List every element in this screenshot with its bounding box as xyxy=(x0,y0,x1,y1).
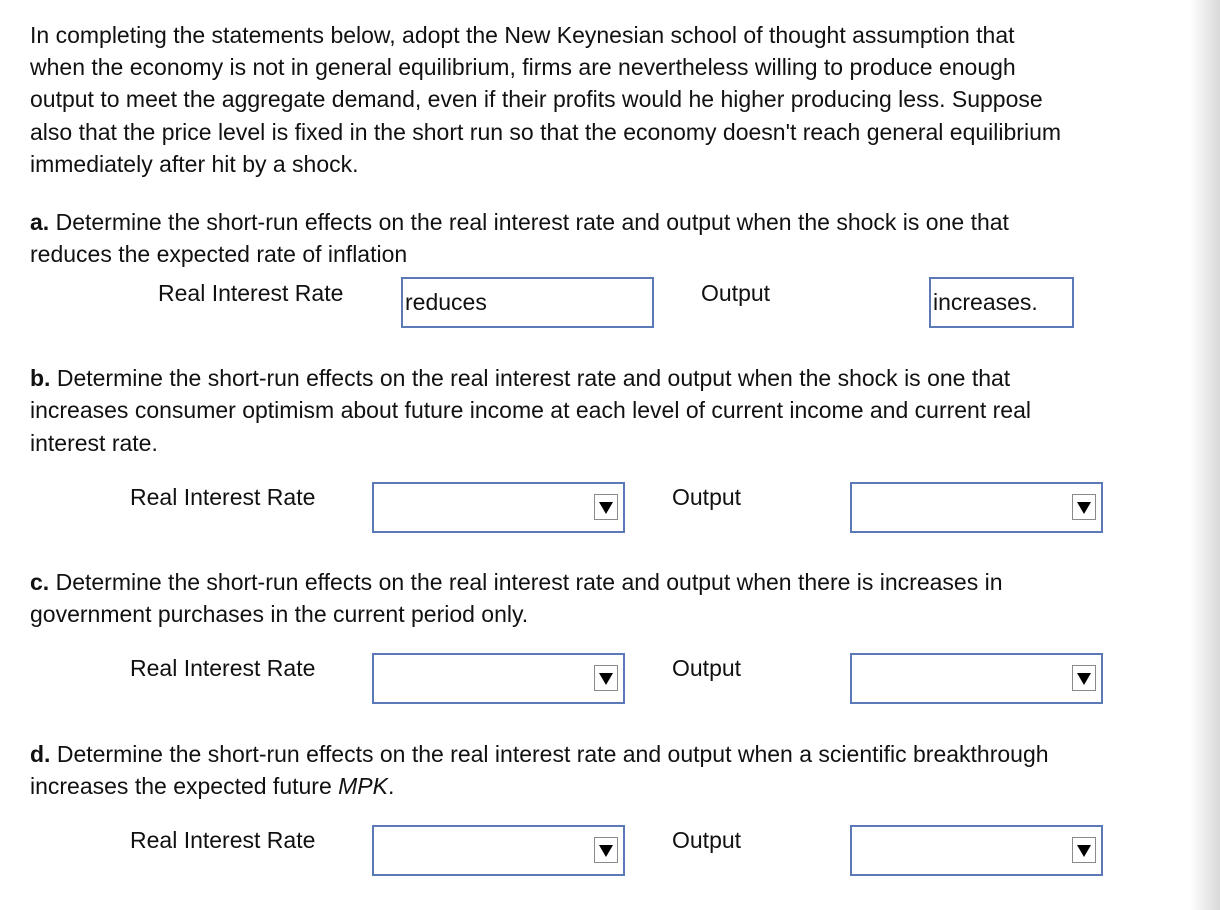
question-c-output-dropdown[interactable] xyxy=(850,653,1103,704)
question-d-text: Determine the short-run effects on the real interest rate and output when a scientific breakthrough xyxy=(50,741,1049,767)
question-b-prompt-line: interest rate. xyxy=(30,430,158,456)
question-d-rate-dropdown[interactable] xyxy=(372,825,625,876)
question-b-prompt-line xyxy=(30,362,1010,394)
dropdown-arrow-icon[interactable] xyxy=(594,494,618,520)
dropdown-arrow-icon[interactable] xyxy=(1072,665,1096,691)
question-c-text: Determine the short-run effects on the real interest rate and output when there is increases in xyxy=(49,569,1003,595)
question-c-prompt-line xyxy=(30,566,1003,598)
mpk-term: MPK xyxy=(338,773,388,799)
question-a-output-answer-field[interactable]: increases. xyxy=(929,277,1074,328)
intro-line: In completing the statements below, adopt the New Keynesian school of thought assumption that xyxy=(30,22,1015,48)
intro-line: also that the price level is fixed in the short run so that the economy doesn't reach general equilibrium xyxy=(30,119,1062,145)
question-b-output-dropdown[interactable] xyxy=(850,482,1103,533)
question-a-output-label: Output xyxy=(701,280,771,306)
dropdown-arrow-icon[interactable] xyxy=(1072,837,1096,863)
question-d-text: . xyxy=(387,773,395,799)
dropdown-arrow-icon[interactable] xyxy=(1072,494,1096,520)
question-c-rate-dropdown[interactable] xyxy=(372,653,625,704)
question-d-prompt-line xyxy=(30,770,394,802)
question-d-letter: d. xyxy=(30,741,51,767)
question-c-prompt-line: government purchases in the current period only. xyxy=(30,601,529,627)
question-b-rate-dropdown[interactable] xyxy=(372,482,625,533)
question-a-prompt-line: reduces the expected rate of inflation xyxy=(30,241,408,267)
question-d-rate-label: Real Interest Rate xyxy=(130,827,316,853)
right-edge-shadow xyxy=(1190,0,1220,910)
question-a-rate-answer-field[interactable]: reduces xyxy=(401,277,654,328)
intro-line: immediately after hit by a shock. xyxy=(30,151,359,177)
question-c-output-label: Output xyxy=(672,655,742,681)
question-d-prompt-line xyxy=(30,738,1049,770)
question-d-output-dropdown[interactable] xyxy=(850,825,1103,876)
question-a-letter: a. xyxy=(30,209,50,235)
intro-line: when the economy is not in general equilibrium, firms are nevertheless willing to produce enough xyxy=(30,54,1016,80)
question-b-output-label: Output xyxy=(672,484,742,510)
question-c-letter: c. xyxy=(30,569,50,595)
question-a-prompt-line xyxy=(30,206,1009,238)
intro-line: output to meet the aggregate demand, even if their profits would he higher producing less. Suppose xyxy=(30,86,1043,112)
question-b-prompt-line: increases consumer optimism about future income at each level of current income and current real xyxy=(30,397,1031,423)
question-a-rate-label: Real Interest Rate xyxy=(158,280,344,306)
question-b-rate-label: Real Interest Rate xyxy=(130,484,316,510)
question-d-text: increases the expected future xyxy=(30,773,339,799)
question-d-output-label: Output xyxy=(672,827,742,853)
question-b-text: Determine the short-run effects on the real interest rate and output when the shock is one that xyxy=(50,365,1011,391)
question-b-letter: b. xyxy=(30,365,51,391)
dropdown-arrow-icon[interactable] xyxy=(594,837,618,863)
question-c-rate-label: Real Interest Rate xyxy=(130,655,316,681)
question-a-text: Determine the short-run effects on the real interest rate and output when the shock is one that xyxy=(49,209,1009,235)
dropdown-arrow-icon[interactable] xyxy=(594,665,618,691)
